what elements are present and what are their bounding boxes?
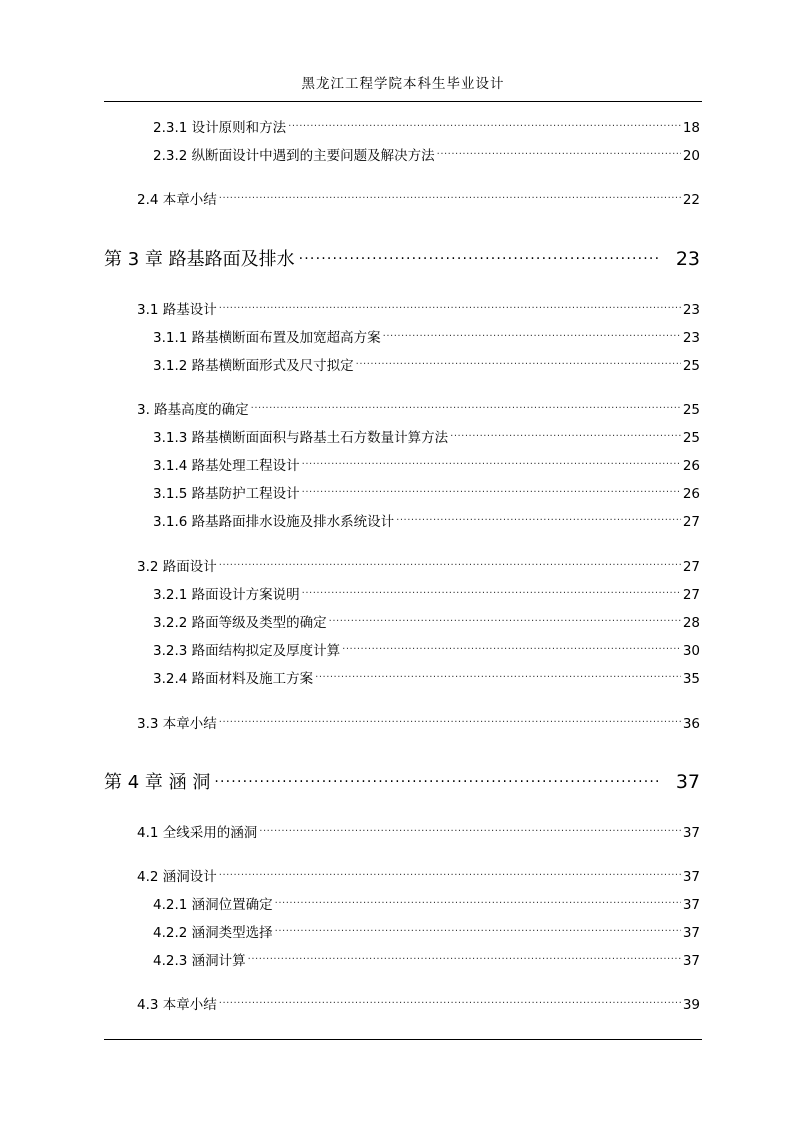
toc-chapter-3[interactable] bbox=[104, 246, 700, 273]
toc-entry-label: 3.2.4 路面材料及施工方案 bbox=[153, 671, 314, 687]
toc-dot-leader bbox=[219, 868, 681, 882]
toc-dot-leader bbox=[248, 952, 681, 966]
toc-entry-label: 3.2.3 路面结构拟定及厚度计算 bbox=[153, 643, 341, 659]
toc-entry-4-3[interactable] bbox=[137, 995, 700, 1015]
toc-page-number: 20 bbox=[682, 148, 700, 164]
toc-page-number: 23 bbox=[682, 302, 700, 318]
toc-page-number: 26 bbox=[682, 458, 700, 474]
toc-entry-label: 3.1.6 路基路面排水设施及排水系统设计 bbox=[153, 514, 395, 530]
toc-entry-label: 2.3.2 纵断面设计中遇到的主要问题及解决方法 bbox=[153, 148, 435, 164]
toc-entry-label: 4.1 全线采用的涵洞 bbox=[137, 825, 258, 841]
toc-page-number: 25 bbox=[682, 430, 700, 446]
toc-page-number: 23 bbox=[675, 248, 700, 270]
toc-page-number: 37 bbox=[682, 825, 700, 841]
toc-dot-leader bbox=[356, 357, 681, 371]
toc-entry-4-2[interactable] bbox=[137, 867, 700, 887]
toc-dot-leader bbox=[299, 247, 658, 265]
toc-page-number: 30 bbox=[682, 643, 700, 659]
toc-entry-label: 4.2.2 涵洞类型选择 bbox=[153, 925, 273, 941]
toc-entry-label: 4.2.1 涵洞位置确定 bbox=[153, 897, 273, 913]
toc-entry-3-2[interactable] bbox=[137, 557, 700, 577]
toc-dot-leader bbox=[259, 824, 681, 838]
toc-page-number: 26 bbox=[682, 486, 700, 502]
toc-dot-leader bbox=[219, 301, 681, 315]
toc-entry-label: 4.2.3 涵洞计算 bbox=[153, 953, 246, 969]
toc-page-number: 39 bbox=[682, 997, 700, 1013]
footer-rule bbox=[104, 1039, 702, 1040]
toc-entry-label: 4.2 涵洞设计 bbox=[137, 869, 217, 885]
toc-entry-label: 3.1.3 路基横断面面积与路基土石方数量计算方法 bbox=[153, 430, 449, 446]
toc-page-number: 27 bbox=[682, 587, 700, 603]
toc-page-number: 37 bbox=[682, 869, 700, 885]
toc-dot-leader bbox=[437, 147, 681, 161]
toc-page-number: 25 bbox=[682, 358, 700, 374]
toc-dot-leader bbox=[450, 429, 681, 443]
toc-page-number: 35 bbox=[682, 671, 700, 687]
toc-page-number: 25 bbox=[682, 402, 700, 418]
toc-entry-3-2-2[interactable] bbox=[153, 613, 700, 633]
toc-page-number: 37 bbox=[682, 897, 700, 913]
toc-entry-4-2-2[interactable] bbox=[153, 923, 700, 943]
toc-chapter-label: 第 4 章 涵 洞 bbox=[104, 772, 211, 793]
toc-page-number: 27 bbox=[682, 559, 700, 575]
toc-dot-leader bbox=[342, 642, 681, 656]
toc-dot-leader bbox=[275, 896, 681, 910]
toc-entry-label: 3.1.1 路基横断面布置及加宽超高方案 bbox=[153, 330, 381, 346]
toc-page-number: 37 bbox=[682, 953, 700, 969]
toc-entry-3-1-4[interactable] bbox=[153, 456, 700, 476]
toc-entry-label: 2.4 本章小结 bbox=[137, 192, 217, 208]
toc-entry-3-2-1[interactable] bbox=[153, 585, 700, 605]
toc-page-number: 18 bbox=[682, 120, 700, 136]
toc-entry-2-4[interactable] bbox=[137, 190, 700, 210]
toc-entry-3-subgrade-height[interactable] bbox=[137, 400, 700, 420]
toc-chapter-4[interactable] bbox=[104, 769, 700, 796]
toc-page-number: 37 bbox=[682, 925, 700, 941]
toc-dot-leader bbox=[288, 119, 681, 133]
toc-entry-label: 3.1 路基设计 bbox=[137, 302, 217, 318]
toc-entry-4-2-1[interactable] bbox=[153, 895, 700, 915]
toc-dot-leader bbox=[302, 457, 681, 471]
toc-page-number: 22 bbox=[682, 192, 700, 208]
toc-entry-label: 3.2.1 路面设计方案说明 bbox=[153, 587, 300, 603]
toc-entry-3-1-3[interactable] bbox=[153, 428, 700, 448]
toc-entry-label: 3.1.4 路基处理工程设计 bbox=[153, 458, 300, 474]
toc-dot-leader bbox=[214, 770, 657, 788]
toc-dot-leader bbox=[219, 996, 681, 1010]
toc-page-number: 23 bbox=[682, 330, 700, 346]
toc-entry-label: 3.3 本章小结 bbox=[137, 716, 217, 732]
toc-entry-3-1-6[interactable] bbox=[153, 512, 700, 532]
toc-page-number: 27 bbox=[682, 514, 700, 530]
toc-entry-label: 3.2.2 路面等级及类型的确定 bbox=[153, 615, 327, 631]
toc-entry-3-2-4[interactable] bbox=[153, 669, 700, 689]
toc-entry-3-2-3[interactable] bbox=[153, 641, 700, 661]
toc-dot-leader bbox=[302, 485, 681, 499]
toc-dot-leader bbox=[219, 191, 681, 205]
toc-entry-3-3[interactable] bbox=[137, 714, 700, 734]
toc-entry-3-1-1[interactable] bbox=[153, 328, 700, 348]
toc-dot-leader bbox=[315, 670, 681, 684]
toc-chapter-label: 第 3 章 路基路面及排水 bbox=[104, 249, 295, 270]
toc-entry-label: 3. 路基高度的确定 bbox=[137, 402, 249, 418]
toc-page-number: 36 bbox=[682, 716, 700, 732]
toc-dot-leader bbox=[219, 715, 681, 729]
toc-entry-label: 3.2 路面设计 bbox=[137, 559, 217, 575]
toc-page-number: 28 bbox=[682, 615, 700, 631]
toc-page-number: 37 bbox=[675, 771, 700, 793]
toc-entry-4-1[interactable] bbox=[137, 823, 700, 843]
toc-entry-3-1-2[interactable] bbox=[153, 356, 700, 376]
toc-entry-2-3-2[interactable] bbox=[153, 146, 700, 166]
toc-dot-leader bbox=[219, 558, 681, 572]
toc-entry-2-3-1[interactable] bbox=[153, 118, 700, 138]
toc-dot-leader bbox=[302, 586, 681, 600]
toc-entry-3-1-5[interactable] bbox=[153, 484, 700, 504]
toc-dot-leader bbox=[396, 513, 681, 527]
page-header-title: 黑龙江工程学院本科生毕业设计 bbox=[301, 76, 505, 92]
toc-entry-3-1[interactable] bbox=[137, 300, 700, 320]
toc-entry-4-2-3[interactable] bbox=[153, 951, 700, 971]
toc-entry-label: 3.1.2 路基横断面形式及尺寸拟定 bbox=[153, 358, 354, 374]
toc-dot-leader bbox=[329, 614, 681, 628]
toc-entry-label: 2.3.1 设计原则和方法 bbox=[153, 120, 287, 136]
toc-dot-leader bbox=[275, 924, 681, 938]
toc-dot-leader bbox=[383, 329, 681, 343]
toc-entry-label: 4.3 本章小结 bbox=[137, 997, 217, 1013]
toc-dot-leader bbox=[251, 401, 681, 415]
toc-entry-label: 3.1.5 路基防护工程设计 bbox=[153, 486, 300, 502]
